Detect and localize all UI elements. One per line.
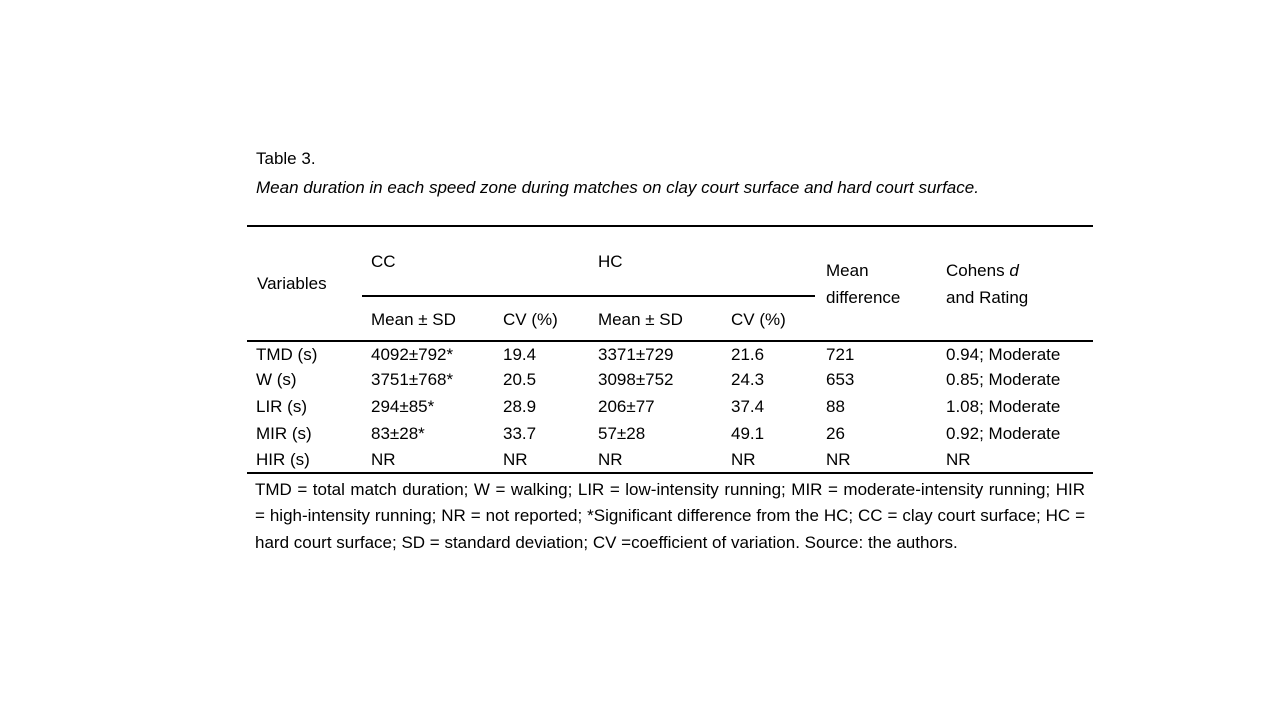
header-mean-difference: Mean difference [826, 261, 901, 307]
table-caption: Mean duration in each speed zone during matches on clay court surface and hard court surface. [256, 178, 979, 197]
row-tmd-cohens: 0.94; Moderate [946, 345, 1061, 364]
row-hir-cohens: NR [946, 450, 971, 469]
header-cc-group: CC [371, 252, 396, 271]
row-lir-hc-cv: 37.4 [731, 397, 765, 416]
cohens-d-symbol: d [1009, 261, 1019, 280]
row-lir-cc-cv: 28.9 [503, 397, 537, 416]
row-tmd-hc-mean-sd: 3371±729 [598, 345, 674, 364]
header-cc-cv: CV (%) [503, 310, 558, 329]
row-hir-hc-mean-sd: NR [598, 450, 623, 469]
row-lir-hc-mean-sd: 206±77 [598, 397, 655, 416]
row-w-hc-mean-sd: 3098±752 [598, 370, 674, 389]
cohens-suffix: and Rating [946, 288, 1029, 307]
header-bottom-rule [247, 340, 1093, 342]
row-tmd-hc-cv: 21.6 [731, 345, 765, 364]
row-hir-hc-cv: NR [731, 450, 756, 469]
row-w-cc-mean-sd: 3751±768* [371, 370, 454, 389]
table-footnote: TMD = total match duration; W = walking; LIR = low-intensity running; MIR = moderate-intensity running; HIR = high-intensity running; NR = not reported; *Significant difference from the HC; CC = clay court surface; HC = hard court surface; SD = standard deviation; CV =coefficient of variation. Source: the authors. [255, 480, 1085, 552]
row-tmd-variable: TMD (s) [256, 345, 318, 364]
row-hir-cc-cv: NR [503, 450, 528, 469]
row-w-cohens: 0.85; Moderate [946, 370, 1061, 389]
row-tmd-cc-mean-sd: 4092±792* [371, 345, 454, 364]
row-w-hc-cv: 24.3 [731, 370, 765, 389]
row-w-cc-cv: 20.5 [503, 370, 537, 389]
header-hc-mean-sd: Mean ± SD [598, 310, 683, 329]
row-hir-mean-difference: NR [826, 450, 851, 469]
group-header-rule [362, 295, 815, 297]
row-w-mean-difference: 653 [826, 370, 855, 389]
row-mir-cc-mean-sd: 83±28* [371, 424, 425, 443]
row-w-variable: W (s) [256, 370, 297, 389]
row-hir-cc-mean-sd: NR [371, 450, 396, 469]
row-mir-variable: MIR (s) [256, 424, 312, 443]
cohens-prefix: Cohens [946, 261, 1010, 280]
row-mir-hc-mean-sd: 57±28 [598, 424, 646, 443]
table-label: Table 3. [256, 149, 316, 168]
row-lir-variable: LIR (s) [256, 397, 307, 416]
header-hc-cv: CV (%) [731, 310, 786, 329]
header-cc-mean-sd: Mean ± SD [371, 310, 456, 329]
header-hc-group: HC [598, 252, 623, 271]
row-tmd-mean-difference: 721 [826, 345, 855, 364]
row-tmd-cc-cv: 19.4 [503, 345, 537, 364]
row-lir-mean-difference: 88 [826, 397, 845, 416]
row-hir-variable: HIR (s) [256, 450, 310, 469]
row-lir-cohens: 1.08; Moderate [946, 397, 1061, 416]
table-bottom-rule [247, 472, 1093, 474]
table-top-rule [247, 225, 1093, 227]
header-variables: Variables [257, 274, 327, 293]
row-mir-cc-cv: 33.7 [503, 424, 537, 443]
row-mir-cohens: 0.92; Moderate [946, 424, 1061, 443]
row-mir-hc-cv: 49.1 [731, 424, 765, 443]
row-lir-cc-mean-sd: 294±85* [371, 397, 435, 416]
header-cohens-d [946, 257, 1056, 311]
row-mir-mean-difference: 26 [826, 424, 845, 443]
